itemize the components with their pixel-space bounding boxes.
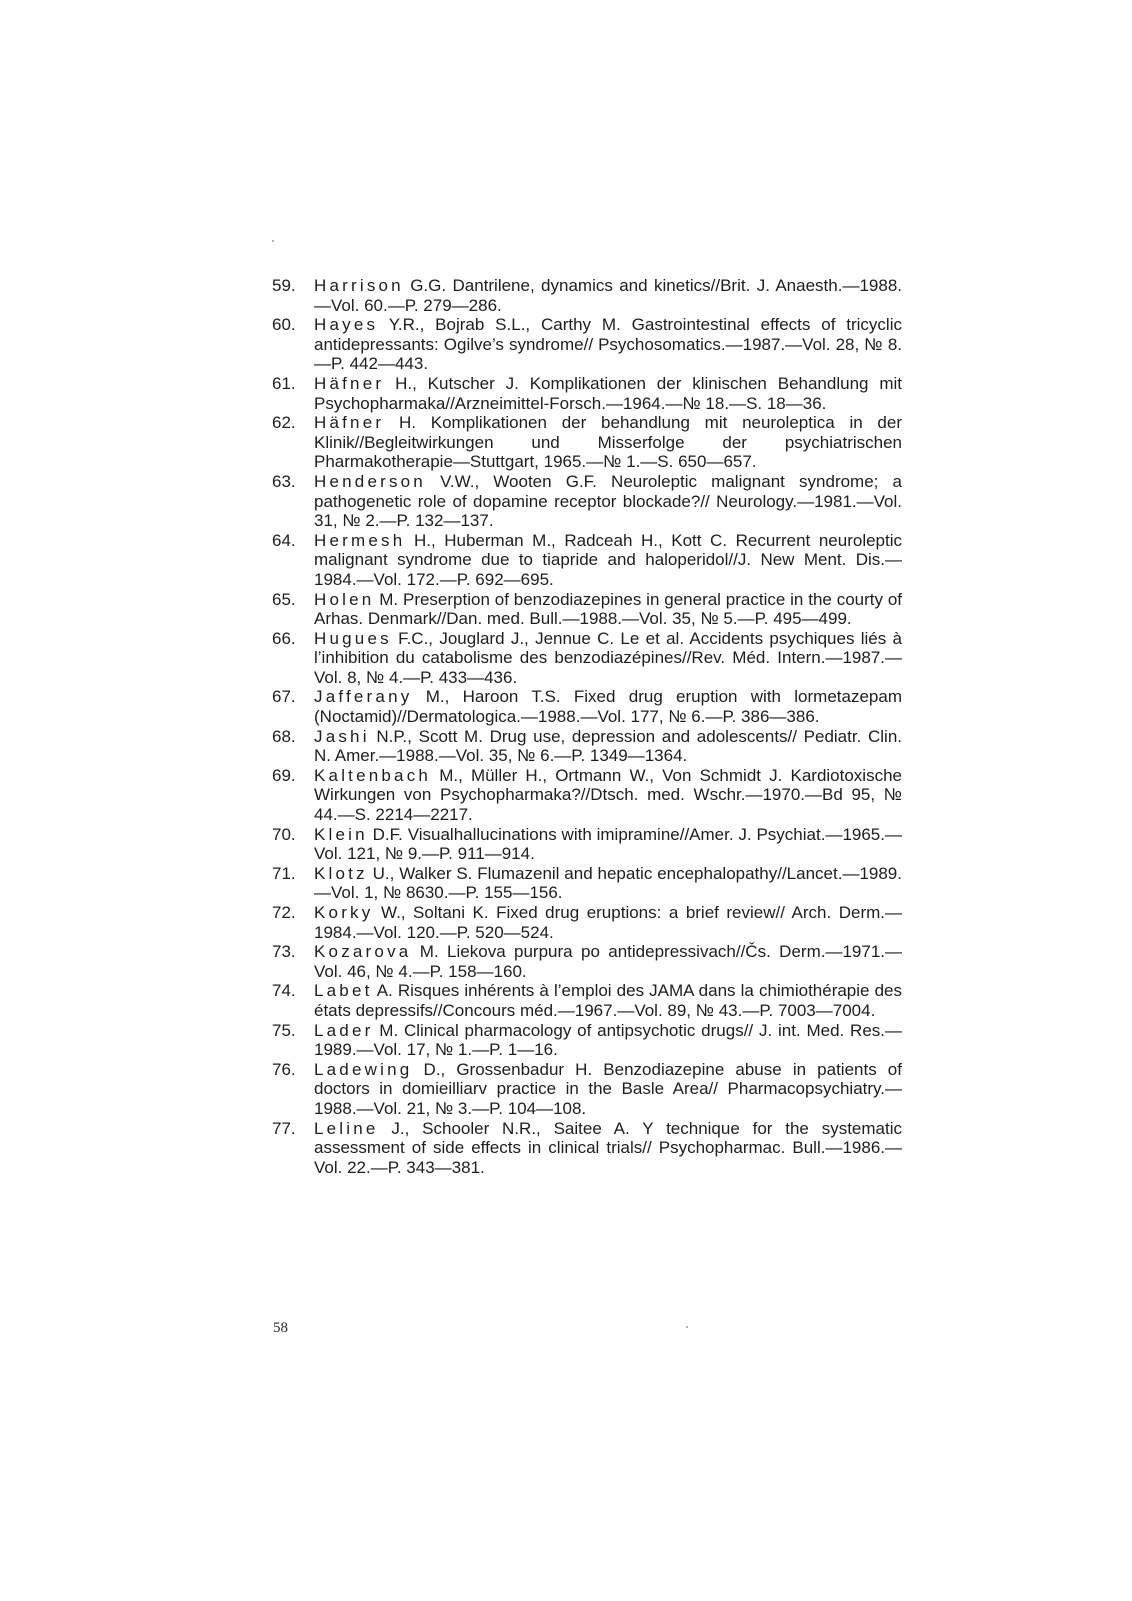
reference-author: Ladewing bbox=[314, 1059, 413, 1079]
reference-details: D.F. Visualhallucinations with imipramine//Amer. J. Psychiat.—1965.—Vol. 121, № 9.—P. 911—914. bbox=[314, 824, 902, 864]
reference-details: N.P., Scott M. Drug use, depression and adolescents// Pediatr. Clin. N. Amer.—1988.—Vol. 35, № 6.—P. 1349—1364. bbox=[314, 726, 902, 766]
reference-author: Labet bbox=[314, 981, 373, 1001]
reference-entry bbox=[272, 590, 902, 629]
reference-entry bbox=[272, 276, 902, 315]
reference-details: M. Preserption of benzodiazepines in general practice in the courty of Arhas. Denmark//Dan. med. Bull.—1988.—Vol. 35, № 5.—P. 495—499. bbox=[314, 589, 902, 629]
reference-entry bbox=[272, 942, 902, 981]
reference-details: H., Huberman M., Radceah H., Kott C. Recurrent neuroleptic malignant syndrome due to tiapride and haloperidol//J. New Ment. Dis.—1984.—Vol. 172.—P. 692—695. bbox=[314, 530, 902, 589]
reference-entry bbox=[272, 1119, 902, 1178]
reference-number: 73. bbox=[272, 942, 296, 962]
reference-details: V.W., Wooten G.F. Neuroleptic malignant syndrome; a pathogenetic role of dopamine receptor blockade?// Neurology.—1981.—Vol. 31, № 2.—P. 132—137. bbox=[314, 471, 902, 531]
reference-text bbox=[314, 590, 902, 629]
reference-author: Hugues bbox=[314, 628, 392, 648]
reference-author: Häfner bbox=[314, 413, 385, 433]
reference-text bbox=[314, 687, 902, 726]
reference-entry bbox=[272, 531, 902, 590]
page-number: 58 bbox=[273, 1320, 288, 1336]
reference-details: J., Schooler N.R., Saitee A. Y technique for the systematic assessment of side effects in clinical trials// Psychopharmac. Bull.—1986.—Vol. 22.—P. 343—381. bbox=[314, 1118, 902, 1177]
reference-author: Kozarova bbox=[314, 942, 412, 962]
reference-entry bbox=[272, 981, 902, 1020]
reference-entry bbox=[272, 825, 902, 864]
reference-details: D., Grossenbadur H. Benzodiazepine abuse in patients of doctors in domieilliarv practice in the Basle Area// Pharmacopsychiatry.—1988.—Vol. 21, № 3.—P. 104—108. bbox=[314, 1059, 902, 1118]
reference-text bbox=[314, 472, 902, 531]
reference-number: 59. bbox=[272, 276, 296, 295]
reference-number: 76. bbox=[272, 1059, 296, 1079]
reference-details: U., Walker S. Flumazenil and hepatic encephalopathy//Lancet.—1989.—Vol. 1, № 8630.—P. 155—156. bbox=[314, 863, 902, 903]
reference-author: Kaltenbach bbox=[314, 765, 432, 785]
reference-text bbox=[314, 766, 902, 825]
reference-text bbox=[314, 629, 902, 688]
reference-entry bbox=[272, 1021, 902, 1060]
reference-author: Häfner bbox=[314, 373, 385, 393]
reference-number: 69. bbox=[272, 765, 296, 785]
reference-text bbox=[314, 315, 902, 374]
reference-number: 71. bbox=[272, 863, 296, 883]
reference-details: A. Risques inhérents à l’emploi des JAMA dans la chimiothérapie des états depressifs//Concours méd.—1967.—Vol. 89, № 43.—P. 7003—7004. bbox=[314, 981, 902, 1020]
reference-entry bbox=[272, 727, 902, 766]
reference-entry bbox=[272, 687, 902, 726]
reference-author: Klotz bbox=[314, 863, 368, 883]
reference-author: Klein bbox=[314, 824, 368, 844]
reference-details: G.G. Dantrilene, dynamics and kinetics//Brit. J. Anaesth.—1988.—Vol. 60.—P. 279—286. bbox=[314, 276, 902, 315]
reference-author: Leline bbox=[314, 1118, 379, 1138]
reference-number: 68. bbox=[272, 726, 296, 746]
reference-text bbox=[314, 531, 902, 590]
reference-entry bbox=[272, 1060, 902, 1119]
reference-text bbox=[314, 374, 902, 413]
reference-entry bbox=[272, 864, 902, 903]
reference-details: F.C., Jouglard J., Jennue C. Le et al. Accidents psychiques liés à l’inhibition du catabolisme des benzodiazépines//Rev. Méd. Intern.—1987.—Vol. 8, № 4.—P. 433—436. bbox=[314, 628, 902, 687]
reference-author: Jashi bbox=[314, 726, 370, 746]
scan-speck bbox=[686, 1326, 688, 1328]
reference-details: H., Kutscher J. Komplikationen der klinischen Behandlung mit Psychopharmaka//Arzneimittel-Forsch.—1964.—№ 18.—S. 18—36. bbox=[314, 373, 902, 413]
reference-text bbox=[314, 727, 902, 766]
reference-entry bbox=[272, 472, 902, 531]
reference-number: 64. bbox=[272, 530, 296, 550]
reference-author: Hayes bbox=[314, 315, 379, 335]
reference-number: 60. bbox=[272, 315, 296, 335]
reference-details: H. Komplikationen der behandlung mit neuroleptica in der Klinik//Begleitwirkungen und Misserfolge der psychiatrischen Pharmakotherapie—Stuttgart, 1965.—№ 1.—S. 650—657. bbox=[314, 413, 902, 472]
reference-text bbox=[314, 1119, 902, 1178]
reference-number: 74. bbox=[272, 981, 296, 1001]
reference-author: Jafferany bbox=[314, 687, 413, 707]
reference-number: 77. bbox=[272, 1118, 296, 1138]
reference-entry bbox=[272, 766, 902, 825]
reference-number: 63. bbox=[272, 471, 296, 491]
reference-entry bbox=[272, 903, 902, 942]
reference-text bbox=[314, 864, 902, 903]
reference-details: Y.R., Bojrab S.L., Carthy M. Gastrointestinal effects of tricyclic antidepressants: Ogilve’s syndrome// Psychosomatics.—1987.—Vol. 28, № 8.—P. 442—443. bbox=[314, 315, 902, 374]
scan-speck bbox=[272, 240, 274, 242]
reference-number: 65. bbox=[272, 589, 296, 609]
reference-details: M. Clinical pharmacology of antipsychotic drugs// J. int. Med. Res.—1989.—Vol. 17, № 1.—P. 1—16. bbox=[314, 1020, 902, 1060]
reference-text bbox=[314, 825, 902, 864]
reference-text bbox=[314, 942, 902, 981]
reference-entry bbox=[272, 413, 902, 472]
reference-number: 75. bbox=[272, 1020, 296, 1040]
reference-details: M. Liekova purpura po antidepressivach//Čs. Derm.—1971.—Vol. 46, № 4.—P. 158—160. bbox=[314, 942, 902, 981]
reference-author: Korky bbox=[314, 903, 374, 922]
reference-details: M., Haroon T.S. Fixed drug eruption with lormetazepam (Noctamid)//Dermatologica.—1988.—Vol. 177, № 6.—P. 386—386. bbox=[314, 687, 902, 727]
reference-text bbox=[314, 981, 902, 1020]
reference-text bbox=[314, 1060, 902, 1119]
reference-entry bbox=[272, 374, 902, 413]
reference-number: 67. bbox=[272, 687, 296, 707]
reference-number: 66. bbox=[272, 628, 296, 648]
reference-author: Hermesh bbox=[314, 530, 406, 550]
reference-list bbox=[272, 276, 902, 1177]
reference-details: M., Müller H., Ortmann W., Von Schmidt J. Kardiotoxische Wirkungen von Psychopharmaka?//Dtsch. med. Wschr.—1970.—Bd 95, № 44.—S. 2214—2217. bbox=[314, 765, 902, 825]
reference-details: W., Soltani K. Fixed drug eruptions: a brief review// Arch. Derm.—1984.—Vol. 120.—P. 520—524. bbox=[314, 903, 902, 942]
reference-number: 72. bbox=[272, 903, 296, 922]
reference-number: 62. bbox=[272, 413, 296, 433]
reference-text bbox=[314, 413, 902, 472]
reference-number: 70. bbox=[272, 824, 296, 844]
reference-text bbox=[314, 276, 902, 315]
reference-text bbox=[314, 903, 902, 942]
reference-number: 61. bbox=[272, 373, 296, 393]
reference-author: Henderson bbox=[314, 471, 426, 491]
reference-entry bbox=[272, 629, 902, 688]
reference-author: Lader bbox=[314, 1020, 374, 1040]
reference-author: Holen bbox=[314, 589, 375, 609]
reference-author: Harrison bbox=[314, 276, 404, 295]
reference-entry bbox=[272, 315, 902, 374]
reference-text bbox=[314, 1021, 902, 1060]
